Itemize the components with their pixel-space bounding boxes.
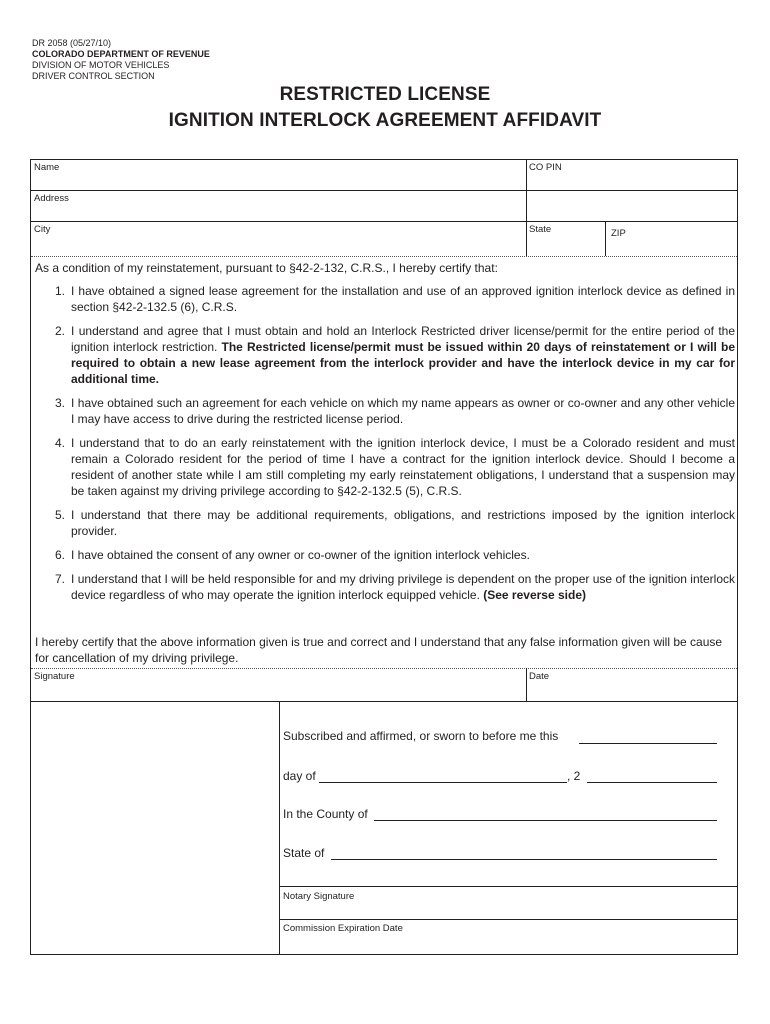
notary-seal-area <box>31 702 279 954</box>
section-name: DRIVER CONTROL SECTION <box>32 71 155 81</box>
year-line[interactable] <box>587 782 717 783</box>
date-field[interactable] <box>527 669 737 701</box>
division-name: DIVISION OF MOTOR VEHICLES <box>32 60 170 70</box>
notary-signature-label: Notary Signature <box>283 891 355 902</box>
address-field[interactable] <box>31 191 737 221</box>
list-item: 1. I have obtained a signed lease agreement for the installation and use of an approved ignition interlock device as defined in section §42-2-132.5 (6), C.R.S. <box>54 284 735 314</box>
list-item: 4. I understand that to do an early reinstatement with the ignition interlock device, I must be a Colorado resident and must remain a Colorado resident for the period of time I have a contract for the ignition interlock device. Should I become a resident of another state while I am still completing my early reinstatement obligations, I understand that a suspension may be taken against my driving privilege according to §42-2-132.5 (5), C.R.S. <box>54 436 735 498</box>
subscribed-label: Subscribed and affirmed, or sworn to before me this <box>283 729 559 743</box>
certification-statement: I hereby certify that the above information given is true and correct and I understand that any false information given will be cause for cancellation of my driving privilege. <box>35 635 723 665</box>
affidavit-form <box>30 159 738 955</box>
form-header <box>32 38 210 82</box>
title-line-2: IGNITION INTERLOCK AGREEMENT AFFIDAVIT <box>168 110 602 131</box>
name-field[interactable] <box>31 160 526 190</box>
day-of-line[interactable] <box>319 782 567 783</box>
date-label: Date <box>529 671 550 682</box>
commission-expiration-field[interactable] <box>280 920 737 954</box>
zip-field[interactable] <box>606 222 737 256</box>
city-label: City <box>34 224 51 235</box>
year-prefix-label: , 2 <box>567 769 581 783</box>
list-item: 6. I have obtained the consent of any owner or co-owner of the ignition interlock vehicles. <box>54 548 530 562</box>
county-line[interactable] <box>374 820 717 821</box>
row-divider <box>31 256 737 257</box>
signature-field[interactable] <box>31 669 526 701</box>
city-field[interactable] <box>31 222 526 256</box>
day-of-label: day of <box>283 769 316 783</box>
county-label: In the County of <box>283 807 368 821</box>
intro-statement: As a condition of my reinstatement, pursuant to §42-2-132, C.R.S., I hereby certify that: <box>35 261 498 275</box>
sworn-date-line[interactable] <box>579 743 717 744</box>
commission-expiration-label: Commission Expiration Date <box>283 923 403 934</box>
address-label: Address <box>34 193 69 204</box>
co-pin-field[interactable] <box>527 160 737 190</box>
list-item: 3. I have obtained such an agreement for each vehicle on which my name appears as owner or co-owner and any other vehicle I may have access to drive during the restricted license period. <box>54 396 735 426</box>
state-label: State <box>529 224 552 235</box>
state-field[interactable] <box>527 222 605 256</box>
list-item: 2. I understand and agree that I must obtain and hold an Interlock Restricted driver license/permit for the entire period of the ignition interlock restriction. The Restricted license/permit must be issued within 20 days of reinstatement or I will be required to obtain a new lease agreement from the interlock provider and have the interlock device in my car for additional time. <box>54 324 735 386</box>
state-of-line[interactable] <box>331 859 717 860</box>
notary-signature-field[interactable] <box>280 887 737 919</box>
signature-label: Signature <box>34 671 75 682</box>
list-item: 5. I understand that there may be additional requirements, obligations, and restrictions imposed by the ignition interlock provider. <box>54 508 735 538</box>
title-line-1: RESTRICTED LICENSE <box>279 84 491 105</box>
list-item: 7. I understand that I will be held responsible for and my driving privilege is dependent on the proper use of the ignition interlock device regardless of who may operate the ignition interlock equipped vehicle. (See reverse side) <box>54 572 735 602</box>
co-pin-label: CO PIN <box>529 162 562 173</box>
state-of-label: State of <box>283 846 325 860</box>
form-number: DR 2058 (05/27/10) <box>32 38 112 48</box>
certification-list <box>35 283 735 611</box>
department-name: COLORADO DEPARTMENT OF REVENUE <box>32 49 210 59</box>
zip-label: ZIP <box>611 228 626 239</box>
name-label: Name <box>34 162 60 173</box>
